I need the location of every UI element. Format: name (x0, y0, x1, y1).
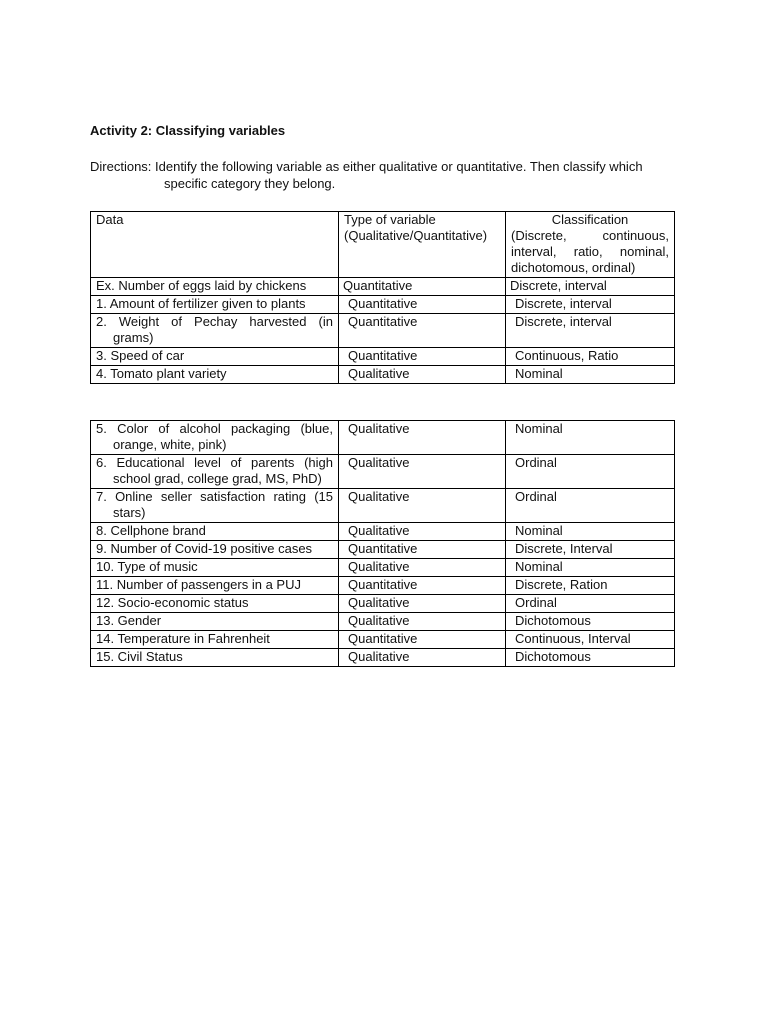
cell-data-text: 13. Gender (96, 613, 162, 628)
cell-data (91, 314, 339, 348)
cell-data (91, 523, 339, 541)
cell-classification-text: Dichotomous (515, 613, 591, 628)
directions-line-1: Directions: Identify the following variable as either qualitative or quantitative. Then classify which (90, 159, 643, 174)
cell-classification (506, 613, 675, 631)
cell-data-text: 7. Online seller satisfaction rating (15 stars) (96, 489, 333, 520)
header-type-line1: Type of variable (344, 212, 436, 227)
cell-type-text: Qualitative (348, 523, 410, 538)
cell-type (339, 631, 506, 649)
cell-data-text: 5. Color of alcohol packaging (blue, orange, white, pink) (96, 421, 333, 452)
cell-data-text: 15. Civil Status (96, 649, 183, 664)
table-row (91, 314, 675, 348)
cell-data (91, 577, 339, 595)
cell-data-text: Ex. Number of eggs laid by chickens (96, 278, 307, 293)
table-row (91, 455, 675, 489)
header-type (339, 212, 506, 278)
cell-classification (506, 649, 675, 667)
cell-type-text: Qualitative (348, 455, 410, 470)
cell-data-text: 11. Number of passengers in a PUJ (96, 577, 301, 592)
cell-data-text: 3. Speed of car (96, 348, 185, 363)
table-row (91, 296, 675, 314)
cell-data (91, 613, 339, 631)
header-data (91, 212, 339, 278)
cell-data (91, 278, 339, 296)
cell-data (91, 421, 339, 455)
cell-data (91, 366, 339, 384)
cell-data (91, 296, 339, 314)
cell-classification-text: Nominal (515, 523, 563, 538)
cell-classification (506, 314, 675, 348)
cell-classification-text: Nominal (515, 559, 563, 574)
directions-text (90, 158, 690, 192)
cell-classification (506, 595, 675, 613)
cell-data (91, 489, 339, 523)
cell-classification-text: Ordinal (515, 455, 557, 470)
cell-classification-text: Dichotomous (515, 649, 591, 664)
cell-type-text: Quantitative (348, 577, 418, 592)
cell-classification-text: Discrete, interval (510, 278, 607, 293)
cell-data-text: 1. Amount of fertilizer given to plants (96, 296, 306, 311)
cell-data-text: 6. Educational level of parents (high school grad, college grad, MS, PhD) (96, 455, 333, 486)
classification-table-2 (90, 420, 675, 667)
cell-type (339, 348, 506, 366)
cell-classification (506, 559, 675, 577)
cell-data-text: 14. Temperature in Fahrenheit (96, 631, 270, 646)
cell-data (91, 649, 339, 667)
cell-classification-text: Nominal (515, 421, 563, 436)
cell-type-text: Quantitative (348, 348, 418, 363)
table-row (91, 348, 675, 366)
cell-classification-text: Ordinal (515, 489, 557, 504)
cell-data-text: 2. Weight of Pechay harvested (in grams) (96, 314, 333, 345)
cell-classification (506, 577, 675, 595)
header-class-line2: (Discrete, continuous, interval, ratio, nominal, dichotomous, ordinal) (511, 228, 669, 275)
cell-type (339, 278, 506, 296)
cell-data-text: 8. Cellphone brand (96, 523, 206, 538)
cell-type (339, 559, 506, 577)
cell-data-text: 4. Tomato plant variety (96, 366, 227, 381)
header-type-line2: (Qualitative/Quantitative) (344, 228, 488, 243)
cell-data (91, 631, 339, 649)
cell-type-text: Qualitative (348, 559, 410, 574)
cell-type-text: Quantitative (348, 314, 418, 329)
cell-type-text: Qualitative (348, 595, 410, 610)
table-row (91, 649, 675, 667)
table-row (91, 613, 675, 631)
cell-classification (506, 278, 675, 296)
cell-data-text: 12. Socio-economic status (96, 595, 249, 610)
classification-table-1 (90, 211, 675, 384)
cell-classification-text: Ordinal (515, 595, 557, 610)
table-row (91, 523, 675, 541)
cell-data (91, 348, 339, 366)
table-row (91, 278, 675, 296)
directions-line-2: specific category they belong. (164, 176, 336, 191)
cell-data (91, 559, 339, 577)
cell-type (339, 541, 506, 559)
cell-classification (506, 455, 675, 489)
table-row (91, 421, 675, 455)
cell-type-text: Quantitative (348, 631, 418, 646)
table-row (91, 577, 675, 595)
cell-type (339, 649, 506, 667)
cell-type-text: Quantitative (343, 278, 413, 293)
cell-classification (506, 348, 675, 366)
cell-classification (506, 631, 675, 649)
table-row (91, 595, 675, 613)
cell-type (339, 613, 506, 631)
cell-classification-text: Discrete, interval (515, 314, 612, 329)
cell-data (91, 595, 339, 613)
cell-type-text: Qualitative (348, 649, 410, 664)
cell-type (339, 421, 506, 455)
table-row (91, 489, 675, 523)
cell-data-text: 9. Number of Covid-19 positive cases (96, 541, 313, 556)
cell-type (339, 314, 506, 348)
cell-classification-text: Nominal (515, 366, 563, 381)
cell-data (91, 541, 339, 559)
cell-type (339, 489, 506, 523)
cell-data (91, 455, 339, 489)
cell-classification-text: Discrete, interval (515, 296, 612, 311)
table-row (91, 631, 675, 649)
cell-type-text: Quantitative (348, 296, 418, 311)
cell-classification-text: Discrete, Interval (515, 541, 613, 556)
cell-classification (506, 366, 675, 384)
cell-type-text: Qualitative (348, 489, 410, 504)
table-row (91, 559, 675, 577)
cell-type (339, 523, 506, 541)
table-row (91, 541, 675, 559)
table-header-row (91, 212, 675, 278)
table-row (91, 366, 675, 384)
cell-classification-text: Continuous, Ratio (515, 348, 619, 363)
cell-type (339, 577, 506, 595)
cell-classification (506, 296, 675, 314)
cell-type-text: Quantitative (348, 541, 418, 556)
header-data-label: Data (96, 212, 124, 227)
header-class-line1: Classification (551, 212, 629, 227)
cell-type-text: Qualitative (348, 366, 410, 381)
cell-type (339, 455, 506, 489)
activity-title: Activity 2: Classifying variables (90, 123, 286, 138)
cell-classification (506, 523, 675, 541)
cell-classification-text: Discrete, Ration (515, 577, 608, 592)
header-classification (506, 212, 675, 278)
cell-classification-text: Continuous, Interval (515, 631, 631, 646)
cell-type (339, 366, 506, 384)
cell-classification (506, 489, 675, 523)
cell-type (339, 296, 506, 314)
cell-classification (506, 421, 675, 455)
cell-data-text: 10. Type of music (96, 559, 198, 574)
cell-classification (506, 541, 675, 559)
cell-type (339, 595, 506, 613)
cell-type-text: Qualitative (348, 613, 410, 628)
cell-type-text: Qualitative (348, 421, 410, 436)
